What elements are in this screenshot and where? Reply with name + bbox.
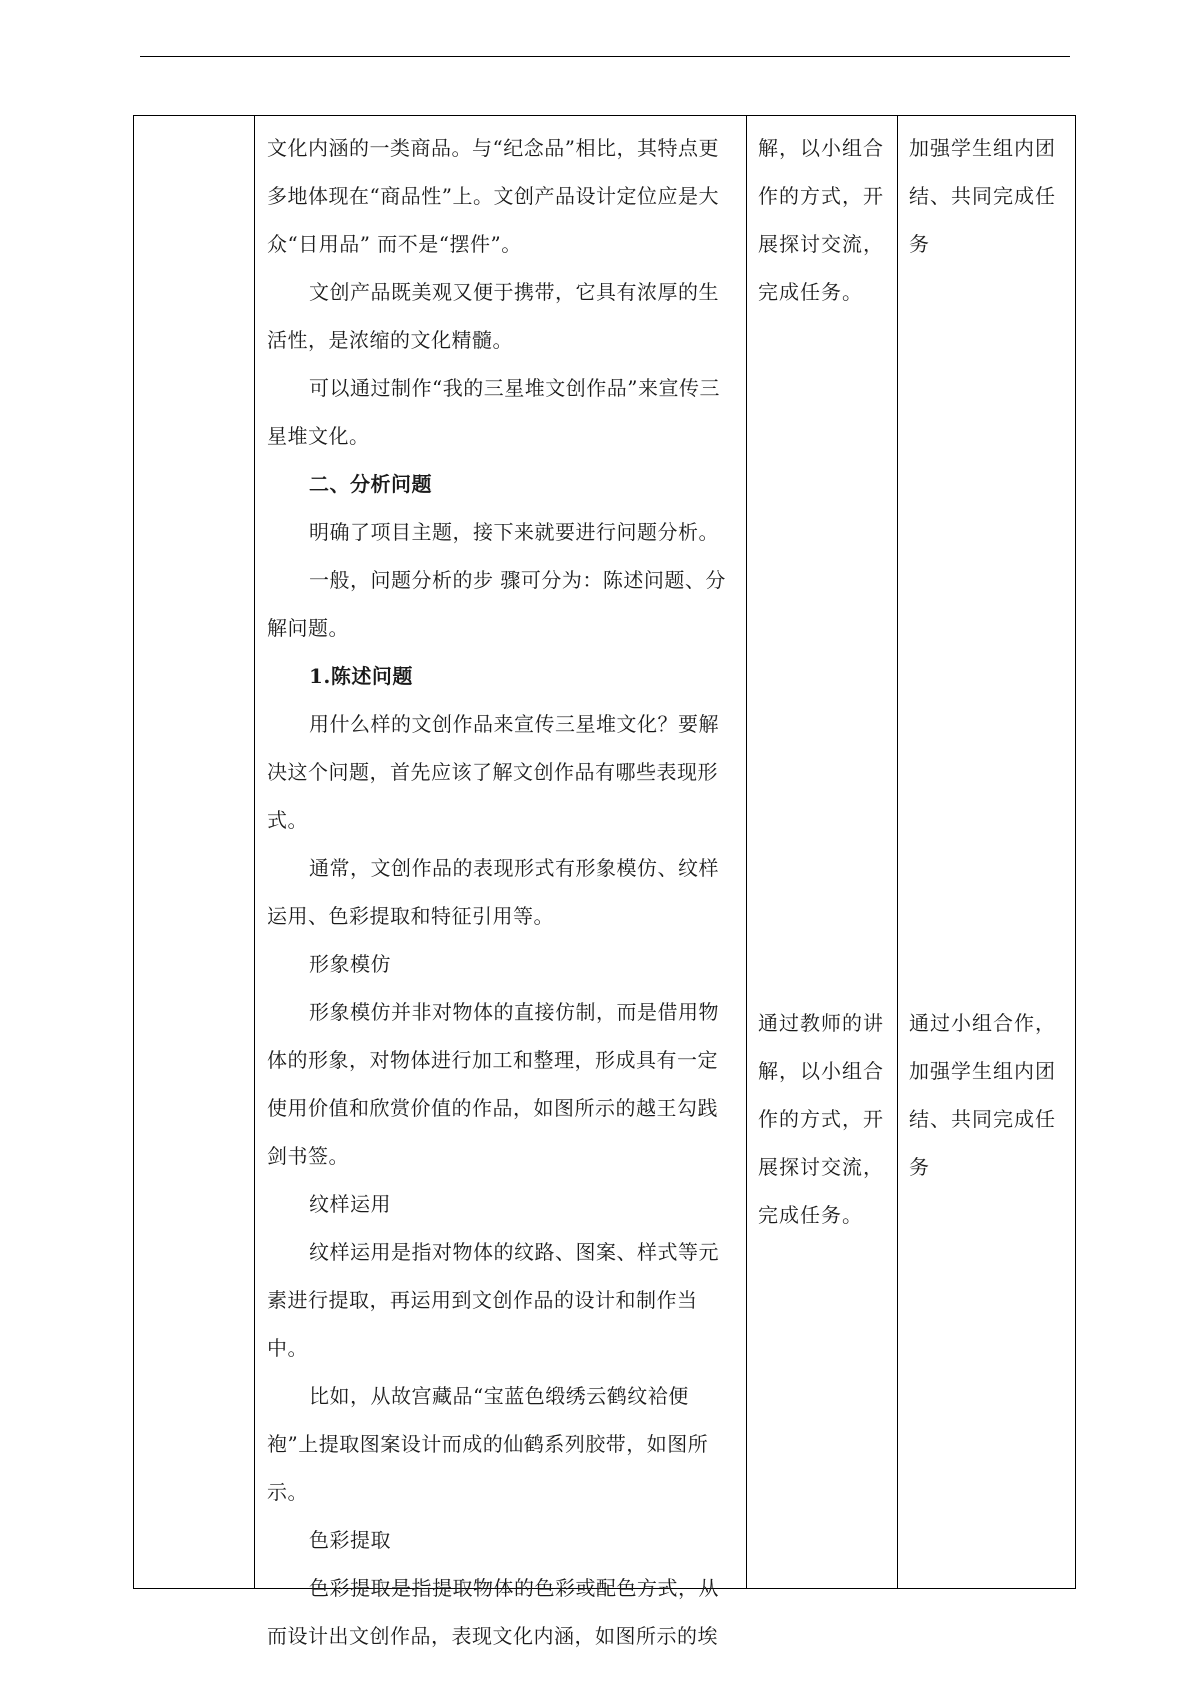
paragraph: 文创产品既美观又便于携带，它具有浓厚的生活性，是浓缩的文化精髓。 bbox=[267, 280, 719, 352]
paragraph: 用什么样的文创作品来宣传三星堆文化？要解决这个问题，首先应该了解文创作品有哪些表现形式。 bbox=[267, 712, 719, 832]
section-heading: 二、分析问题 bbox=[309, 472, 432, 496]
lesson-table bbox=[133, 115, 1076, 1648]
paragraph: 可以通过制作“我的三星堆文创作品”来宣传三星堆文化。 bbox=[267, 376, 720, 448]
paragraph: 通常，文创作品的表现形式有形象模仿、纹样运用、色彩提取和特征引用等。 bbox=[267, 856, 719, 928]
paragraph: 形象模仿并非对物体的直接仿制，而是借用物体的形象，对物体进行加工和整理，形成具有一定使用价值和欣赏价值的作品，如图所示的越王勾践剑书签。 bbox=[267, 1000, 719, 1168]
paragraph: 纹样运用是指对物体的纹路、图案、样式等元素进行提取，再运用到文创作品的设计和制作当中。 bbox=[267, 1240, 719, 1360]
paragraph: 色彩提取是指提取物体的色彩或配色方式，从而设计出文创作品，表现文化内涵，如图所示的埃 bbox=[267, 1576, 719, 1648]
activity-text: 通过教师的讲解，以小组合作的方式，开展探讨交流，完成任务。 bbox=[758, 1011, 884, 1227]
paragraph: 文化内涵的一类商品。与“纪念品”相比，其特点更多地体现在“商品性”上。文创产品设计定位应是大众“日用品” 而不是“摆件”。 bbox=[267, 136, 719, 256]
intent-text: 通过小组合作，加强学生组内团结、共同完成任务 bbox=[909, 1011, 1056, 1179]
header-rule bbox=[140, 56, 1070, 57]
paragraph: 一般，问题分析的步 骤可分为：陈述问题、分解问题。 bbox=[267, 568, 726, 640]
design-intent-cell bbox=[898, 116, 1077, 1588]
subsection-label: 色彩提取 bbox=[309, 1528, 391, 1552]
paragraph: 明确了项目主题，接下来就要进行问题分析。 bbox=[309, 520, 719, 544]
subsection-label: 纹样运用 bbox=[309, 1192, 391, 1216]
subsection-heading: 1.陈述问题 bbox=[309, 664, 413, 688]
teaching-content-cell bbox=[255, 116, 747, 1648]
activity-text: 解，以小组合作的方式，开展探讨交流，完成任务。 bbox=[758, 136, 884, 304]
subsection-label: 形象模仿 bbox=[309, 952, 391, 976]
paragraph: 比如，从故宫藏品“宝蓝色缎绣云鹤纹袷便袍”上提取图案设计而成的仙鹤系列胶带，如图所示。 bbox=[267, 1384, 709, 1504]
intent-text: 加强学生组内团结、共同完成任务 bbox=[909, 136, 1056, 256]
student-activity-cell bbox=[747, 116, 898, 1588]
